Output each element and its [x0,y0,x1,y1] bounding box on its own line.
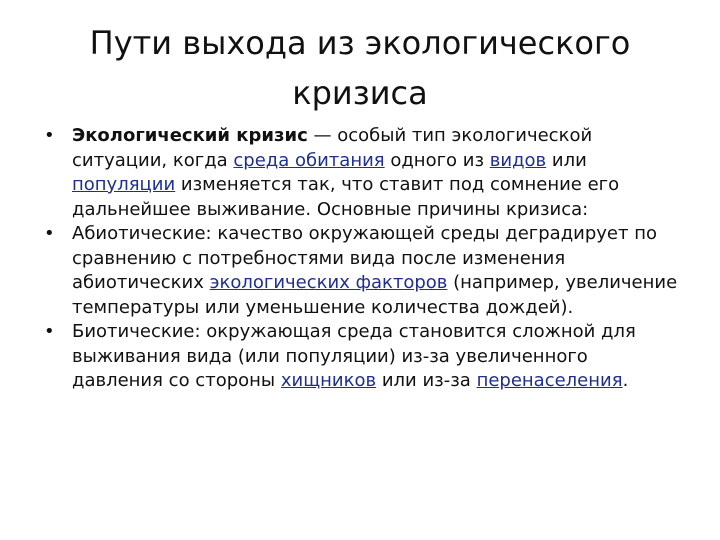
definition-text-4: изменяется так, что ставит под сомнение его дальнейшее выживание. Основные причины кризиса: [72,174,620,220]
bullet-icon: • [44,223,55,244]
bullet-icon: • [44,125,55,146]
biotic-text-2: или из-за [376,370,477,391]
biotic-text-3: . [622,370,629,391]
bullet-item-biotic [44,320,680,394]
link-species[interactable]: видов [489,149,547,171]
abiotic-text-2: (например, увеличение температуры или уменьшение количества дождей). [72,272,678,318]
definition-text-1: — особый тип экологической ситуации, когда [72,125,593,171]
definition-text-3: или [546,149,587,171]
definition-text-2: одного из [384,149,490,171]
bullet-icon: • [44,321,55,342]
link-population[interactable]: популяции [72,174,176,195]
link-ecological-factors[interactable]: экологических факторов [209,272,448,293]
link-overpopulation[interactable]: перенаселения [476,370,623,391]
bullet-list [44,124,680,394]
bullet-item-definition [44,124,680,222]
biotic-text-1: Биотические: окружающая среда становится сложной для выживания вида (или популяции) из-за увеличенного давления со стороны [72,321,636,391]
link-predators[interactable]: хищников [280,370,377,391]
slide-title: Пути выхода из экологического кризиса [89,24,631,112]
abiotic-text-1: Абиотические: качество окружающей среды деградирует по сравнению с потребностями вида после изменения абиотических [72,223,657,293]
definition-term: Экологический кризис [72,125,308,146]
bullet-item-abiotic [44,222,680,320]
link-habitat[interactable]: среда обитания [233,149,385,171]
